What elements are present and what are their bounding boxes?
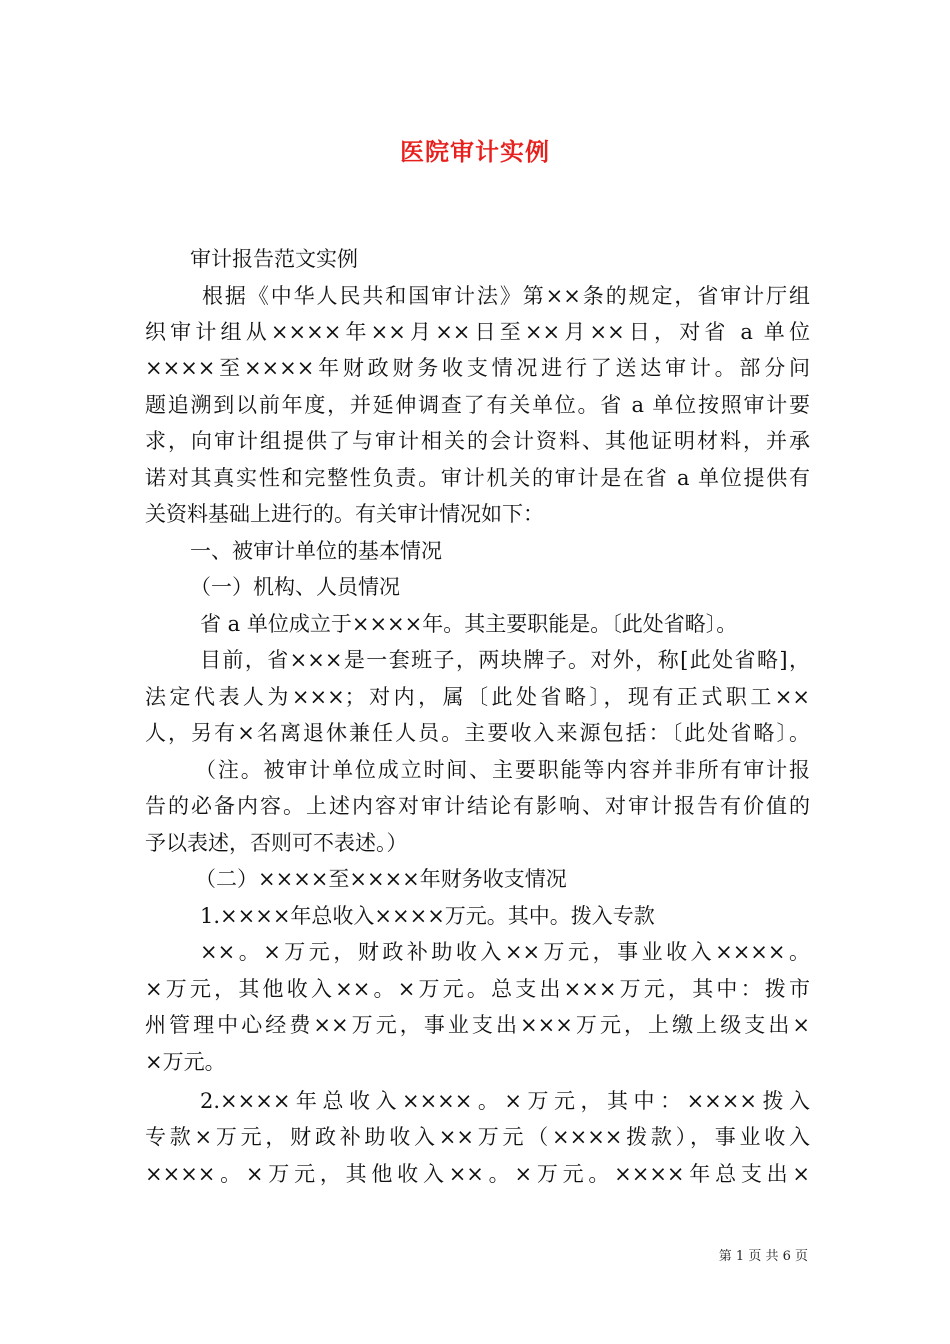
paragraph-line-14: ××。×万元，财政补助收入××万元，事业收入××××。: [200, 940, 810, 964]
paragraph-line-10: 目前，省×××是一套班子，两块牌子。对外，称[此处省略]，: [200, 648, 810, 672]
paragraph-line-7: 诺对其真实性和完整性负责。审计机关的审计是在省 a 单位提供有: [145, 466, 810, 490]
paragraph-line-19: 专款×万元，财政补助收入××万元（××××拨款），事业收入: [145, 1125, 810, 1149]
paragraph-line-9: 省 a 单位成立于××××年。其主要职能是。〔此处省略〕。: [200, 612, 738, 636]
paragraph-line-6: 求，向审计组提供了与审计相关的会计资料、其他证明材料，并承: [145, 429, 810, 453]
paragraph-line-1: 审计报告范文实例: [190, 247, 358, 271]
section-heading-1: 一、被审计单位的基本情况: [190, 539, 442, 563]
paragraph-line-12: 人，另有×名离退休兼任人员。主要收入来源包括：〔此处省略〕。: [145, 721, 810, 745]
note-line-3: 予以表述，否则可不表述。）: [145, 831, 408, 855]
document-title: 医院审计实例: [400, 138, 550, 166]
paragraph-line-11: 法定代表人为×××；对内，属〔此处省略〕，现有正式职工××: [145, 685, 810, 709]
paragraph-line-4: ××××至××××年财政财务收支情况进行了送达审计。部分问: [145, 356, 810, 380]
subsection-heading-2: （二）××××至××××年财务收支情况: [195, 867, 567, 891]
note-line-1: （注。被审计单位成立时间、主要职能等内容并非所有审计报: [195, 758, 810, 782]
paragraph-line-2: 根据《中华人民共和国审计法》第××条的规定，省审计厅组: [202, 284, 810, 308]
paragraph-line-18: 2.××××年总收入××××。×万元，其中：××××拨入: [200, 1089, 810, 1113]
paragraph-line-16: 州管理中心经费××万元，事业支出×××万元，上缴上级支出×: [145, 1013, 810, 1037]
subsection-heading-1: （一）机构、人员情况: [190, 575, 400, 599]
paragraph-line-3: 织审计组从××××年××月××日至××月××日，对省 a 单位: [145, 320, 810, 344]
paragraph-line-5: 题追溯到以前年度，并延伸调查了有关单位。省 a 单位按照审计要: [145, 393, 810, 417]
paragraph-line-8: 关资料基础上进行的。有关审计情况如下：: [145, 502, 544, 526]
paragraph-line-17: ×万元。: [145, 1050, 226, 1074]
note-line-2: 告的必备内容。上述内容对审计结论有影响、对审计报告有价值的: [145, 794, 810, 818]
page-number: 第 1 页 共 6 页: [718, 1249, 808, 1264]
paragraph-line-15: ×万元，其他收入××。×万元。总支出×××万元，其中：拨市: [145, 977, 810, 1001]
paragraph-line-20: ××××。×万元，其他收入××。×万元。××××年总支出×: [145, 1162, 810, 1186]
paragraph-line-13: 1.××××年总收入××××万元。其中。拨入专款: [200, 904, 655, 928]
